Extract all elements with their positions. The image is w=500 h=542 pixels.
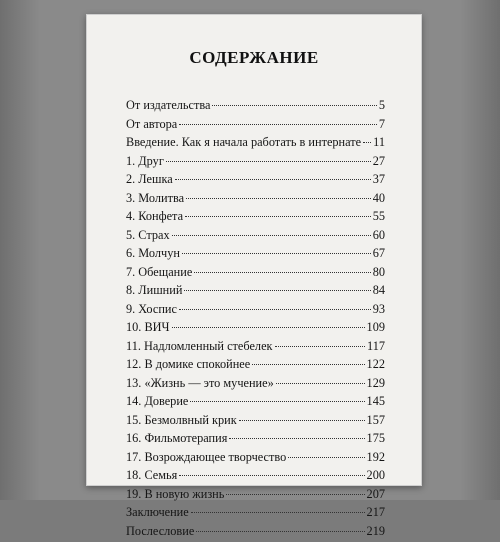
toc-page-number: 192 <box>367 450 385 465</box>
toc-page-number: 157 <box>367 413 385 428</box>
toc-row <box>126 172 385 191</box>
toc-label: 10. ВИЧ <box>126 320 170 335</box>
toc-leader-dots <box>185 216 371 217</box>
toc-page-number: 27 <box>373 154 385 169</box>
toc-leader-dots <box>179 309 371 310</box>
toc-label: 8. Лишний <box>126 283 182 298</box>
toc-page-number: 109 <box>367 320 385 335</box>
toc-row <box>126 505 385 524</box>
toc-label: 3. Молитва <box>126 191 184 206</box>
toc-row <box>126 357 385 376</box>
toc-page-number: 129 <box>367 376 385 391</box>
toc-page-number: 11 <box>373 135 385 150</box>
toc-row <box>126 468 385 487</box>
toc-page-number: 84 <box>373 283 385 298</box>
toc-leader-dots <box>166 161 371 162</box>
toc-leader-dots <box>212 105 376 106</box>
toc-label: Заключение <box>126 505 189 520</box>
toc-label: 11. Надломленный стебелек <box>126 339 273 354</box>
toc-label: 1. Друг <box>126 154 164 169</box>
toc-leader-dots <box>190 401 364 402</box>
toc-leader-dots <box>226 494 364 495</box>
toc-label: 2. Лешка <box>126 172 173 187</box>
toc-page-number: 145 <box>367 394 385 409</box>
toc-label: 12. В домике спокойнее <box>126 357 250 372</box>
toc-leader-dots <box>179 124 377 125</box>
toc-page-number: 175 <box>367 431 385 446</box>
toc-row <box>126 431 385 450</box>
table-of-contents <box>126 98 385 542</box>
toc-page-number: 7 <box>379 117 385 132</box>
toc-leader-dots <box>194 272 370 273</box>
toc-leader-dots <box>276 383 365 384</box>
toc-row <box>126 117 385 136</box>
toc-label: 6. Молчун <box>126 246 180 261</box>
toc-page-number: 40 <box>373 191 385 206</box>
page-title: СОДЕРЖАНИЕ <box>86 48 422 68</box>
toc-label: 9. Хоспис <box>126 302 177 317</box>
toc-row <box>126 283 385 302</box>
toc-leader-dots <box>175 179 371 180</box>
toc-page-number: 60 <box>373 228 385 243</box>
toc-page-number: 117 <box>367 339 385 354</box>
toc-leader-dots <box>184 290 370 291</box>
toc-row <box>126 135 385 154</box>
toc-leader-dots <box>172 235 371 236</box>
toc-leader-dots <box>229 438 364 439</box>
toc-row <box>126 339 385 358</box>
toc-label: 14. Доверие <box>126 394 188 409</box>
toc-page-number: 122 <box>367 357 385 372</box>
toc-row <box>126 209 385 228</box>
toc-leader-dots <box>275 346 366 347</box>
toc-row <box>126 450 385 469</box>
toc-page-number: 55 <box>373 209 385 224</box>
toc-row <box>126 394 385 413</box>
toc-row <box>126 320 385 339</box>
toc-label: 5. Страх <box>126 228 170 243</box>
book-page <box>86 14 422 486</box>
toc-leader-dots <box>186 198 371 199</box>
toc-page-number: 200 <box>367 468 385 483</box>
toc-row <box>126 246 385 265</box>
toc-page-number: 207 <box>367 487 385 502</box>
toc-page-number: 217 <box>367 505 385 520</box>
toc-row <box>126 487 385 506</box>
toc-page-number: 93 <box>373 302 385 317</box>
toc-leader-dots <box>191 512 365 513</box>
toc-row <box>126 98 385 117</box>
toc-row <box>126 413 385 432</box>
toc-page-number: 5 <box>379 98 385 113</box>
toc-label: Введение. Как я начала работать в интернате <box>126 135 361 150</box>
toc-row <box>126 191 385 210</box>
toc-label: 15. Безмолвный крик <box>126 413 237 428</box>
toc-page-number: 219 <box>367 524 385 539</box>
toc-label: От издательства <box>126 98 210 113</box>
toc-row <box>126 154 385 173</box>
toc-row <box>126 265 385 284</box>
toc-row <box>126 524 385 542</box>
toc-row <box>126 228 385 247</box>
toc-row <box>126 376 385 395</box>
toc-row <box>126 302 385 321</box>
toc-leader-dots <box>239 420 365 421</box>
toc-leader-dots <box>179 475 364 476</box>
toc-label: 13. «Жизнь — это мучение» <box>126 376 274 391</box>
toc-leader-dots <box>363 142 371 143</box>
toc-label: От автора <box>126 117 177 132</box>
toc-leader-dots <box>252 364 364 365</box>
toc-leader-dots <box>182 253 371 254</box>
toc-label: 19. В новую жизнь <box>126 487 224 502</box>
toc-leader-dots <box>196 531 364 532</box>
toc-page-number: 37 <box>373 172 385 187</box>
toc-label: 7. Обещание <box>126 265 192 280</box>
toc-label: 17. Возрождающее творчество <box>126 450 286 465</box>
toc-label: Послесловие <box>126 524 194 539</box>
toc-leader-dots <box>172 327 365 328</box>
toc-label: 4. Конфета <box>126 209 183 224</box>
toc-label: 16. Фильмотерапия <box>126 431 227 446</box>
toc-page-number: 67 <box>373 246 385 261</box>
toc-label: 18. Семья <box>126 468 177 483</box>
toc-leader-dots <box>288 457 364 458</box>
toc-page-number: 80 <box>373 265 385 280</box>
